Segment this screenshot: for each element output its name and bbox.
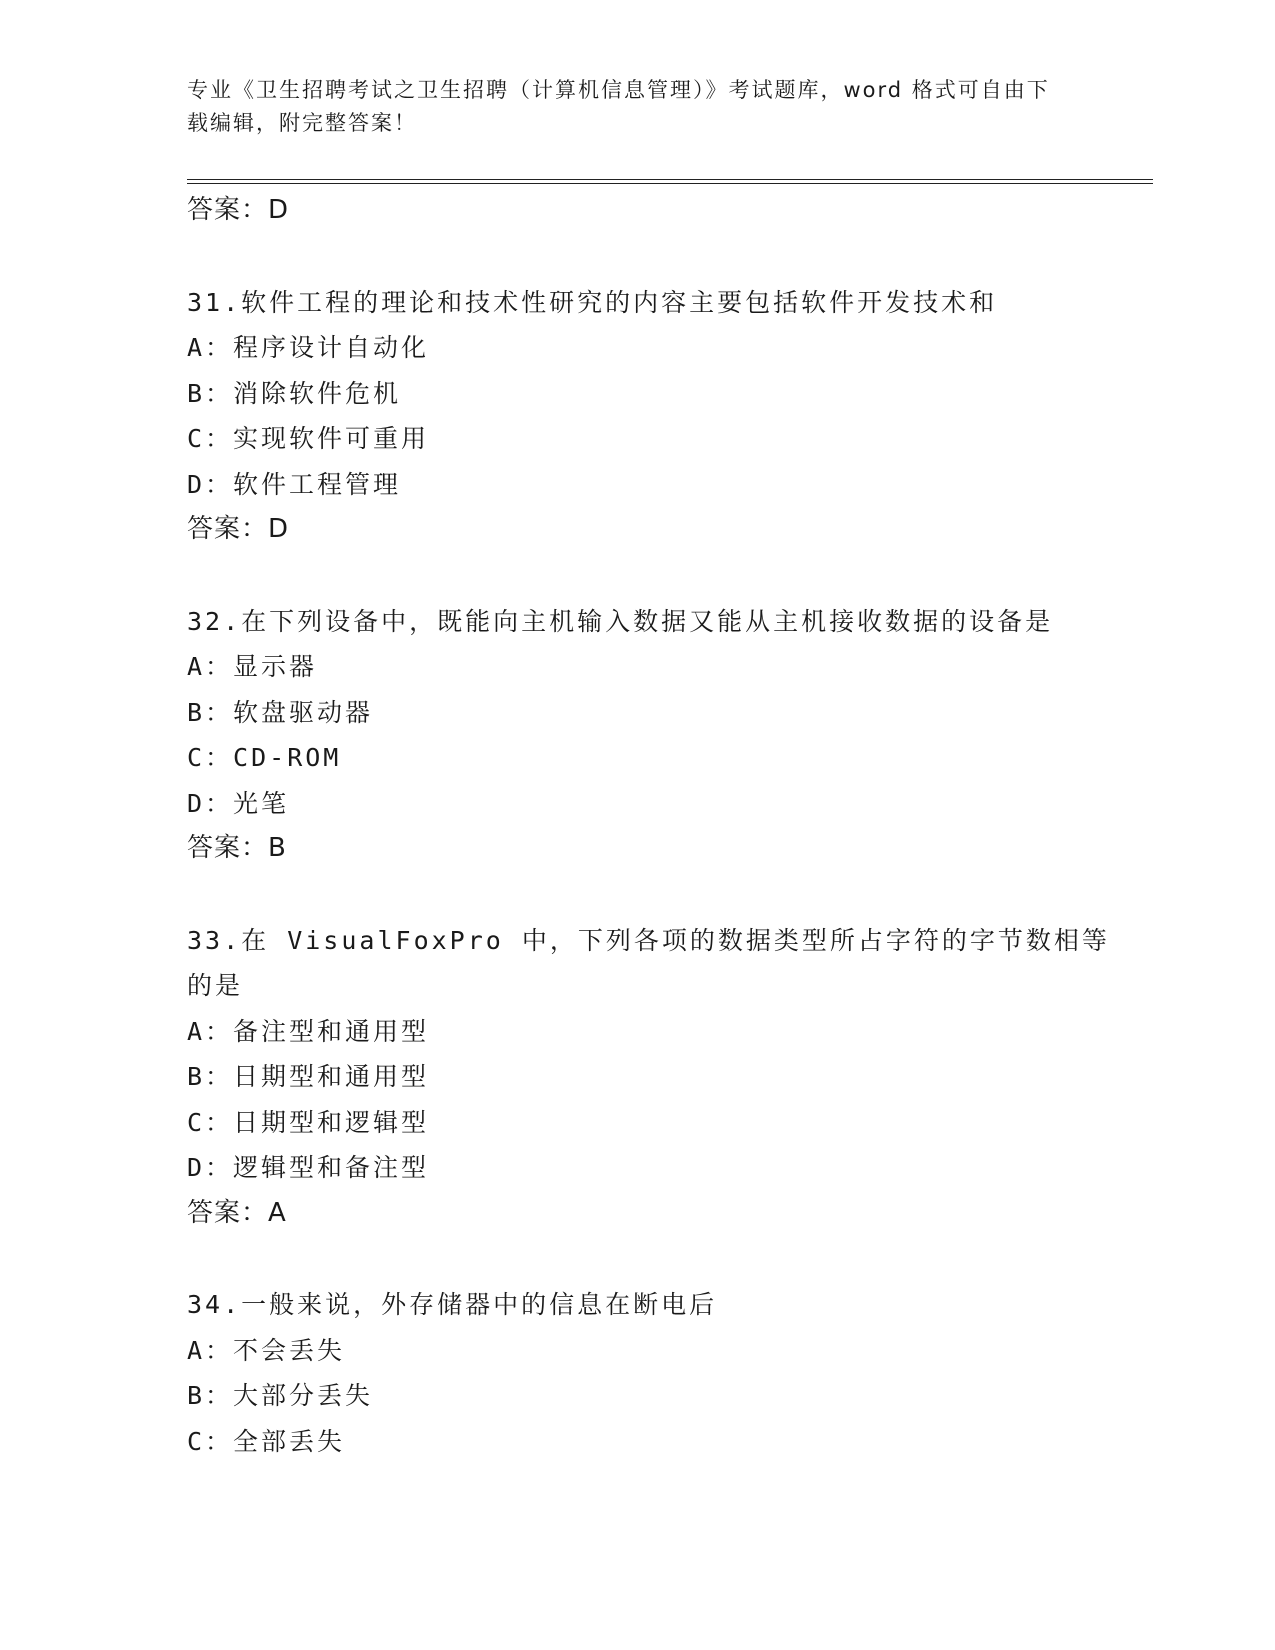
answer: 答案：B [187, 833, 287, 863]
option-d: D：逻辑型和备注型 [187, 1153, 430, 1182]
question-31 [187, 280, 1117, 553]
header-rule-bottom [187, 183, 1153, 184]
question-32 [187, 599, 1117, 872]
option-d: D：软件工程管理 [187, 469, 402, 499]
option-d: D：光笔 [187, 788, 290, 818]
question-stem: 34.一般来说，外存储器中的信息在断电后 [187, 1290, 718, 1319]
spacer [187, 553, 1117, 599]
option-b: B：大部分丢失 [187, 1381, 374, 1410]
question-stem: 32.在下列设备中，既能向主机输入数据又能从主机接收数据的设备是 [187, 606, 1054, 636]
spacer [187, 234, 1117, 280]
previous-answer: 答案：D [187, 195, 290, 225]
answer: 答案：A [187, 1197, 287, 1228]
question-stem: 33.在 VisualFoxPro 中，下列各项的数据类型所占字符的字节数相等的是 [187, 925, 1110, 1000]
spacer [187, 872, 1117, 918]
option-a: A：不会丢失 [187, 1335, 346, 1365]
option-b: B：软盘驱动器 [187, 697, 374, 727]
option-b: B：日期型和通用型 [187, 1062, 430, 1091]
option-b: B：消除软件危机 [187, 378, 402, 408]
option-a: A：程序设计自动化 [187, 333, 430, 362]
document-header: 专业《卫生招聘考试之卫生招聘（计算机信息管理）》考试题库，word 格式可自由下载编辑，附完整答案！ [187, 78, 1050, 135]
option-c: C：日期型和逻辑型 [187, 1107, 430, 1137]
option-a: A：显示器 [187, 652, 318, 681]
spacer [187, 1236, 1117, 1282]
option-c: C：全部丢失 [187, 1426, 346, 1456]
option-c: C：实现软件可重用 [187, 424, 430, 453]
option-c: C：CD-ROM [187, 743, 342, 772]
option-a: A：备注型和通用型 [187, 1016, 430, 1046]
question-list [187, 188, 1117, 1464]
header-rule-top [187, 179, 1153, 180]
question-34 [187, 1282, 1117, 1464]
answer: 答案：D [187, 514, 290, 544]
question-stem: 31.软件工程的理论和技术性研究的内容主要包括软件开发技术和 [187, 287, 998, 317]
question-33 [187, 918, 1117, 1237]
